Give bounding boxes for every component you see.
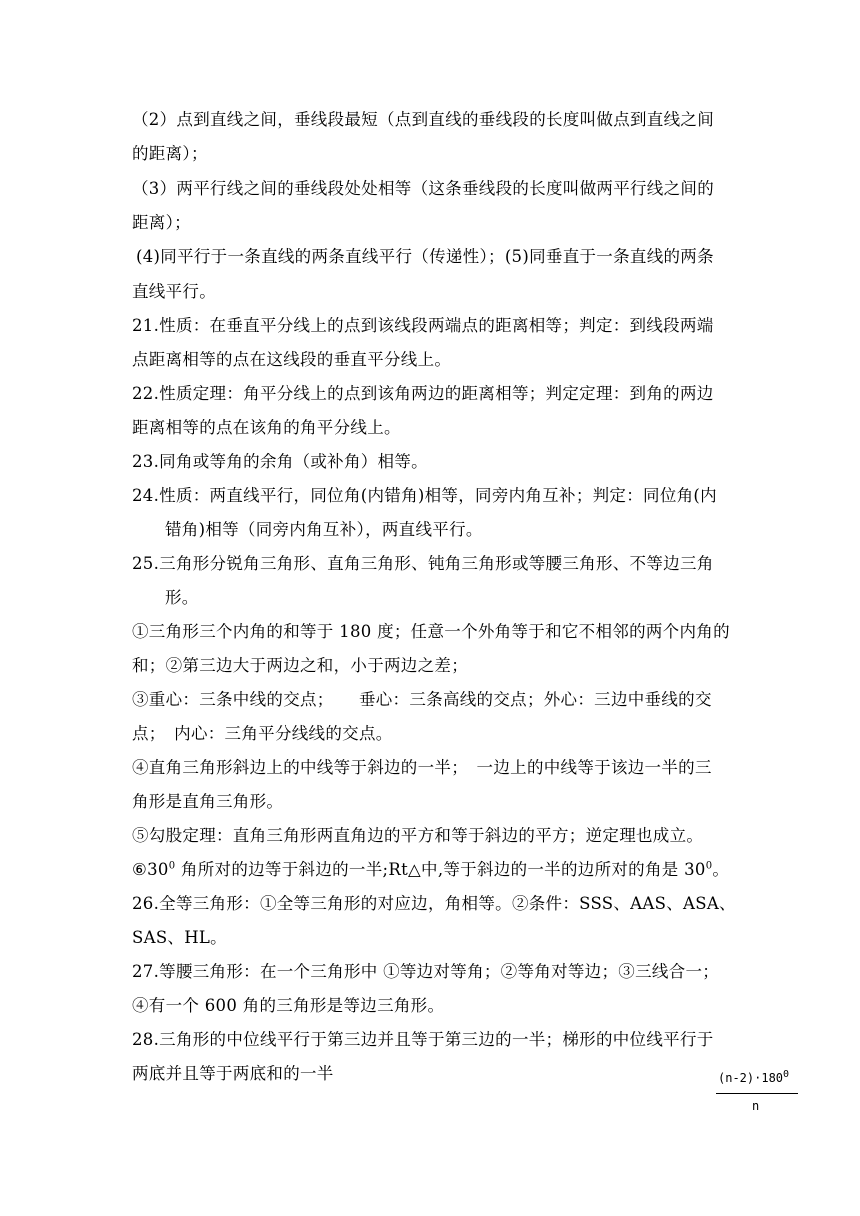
text-line: （2）点到直线之间，垂线段最短（点到直线的垂线段的长度叫做点到直线之间 [132,110,714,129]
text-part: 。 [712,860,730,879]
text-line: ④有一个 600 角的三角形是等边三角形。 [132,996,445,1015]
text-line: 距离相等的点在该角的角平分线上。 [132,418,401,437]
polygon-angle-formula [714,1071,800,1121]
text-line: 点； 内心：三角平分线线的交点。 [132,724,393,743]
text-line: 21.性质：在垂直平分线上的点到该线段两端点的距离相等；判定：到线段两端 [132,316,714,335]
text-line [132,859,729,881]
text-line: (4)同平行于一条直线的两条直线平行（传递性）；(5)同垂直于一条直线的两条 [136,247,714,266]
text-line: 28.三角形的中位线平行于第三边并且等于第三边的一半；梯形的中位线平行于 [132,1030,714,1049]
text-line: 23.同角或等角的余角（或补角）相等。 [132,452,428,471]
text-line: SAS、HL。 [132,928,227,947]
fraction-bar [716,1093,798,1094]
text-line: 24.性质：两直线平行，同位角(内错角)相等，同旁内角互补；判定：同位角(内 [132,486,717,505]
degree-superscript: 0 [783,1069,790,1080]
text-part: ⑥30 [132,860,169,879]
numerator-text: (n-2)·180 [718,1071,784,1085]
text-line: （3）两平行线之间的垂线段处处相等（这条垂线段的长度叫做两平行线之间的 [132,179,714,198]
text-line: ①三角形三个内角的和等于 180 度；任意一个外角等于和它不相邻的两个内角的 [132,622,730,641]
text-line: 点距离相等的点在这线段的垂直平分线上。 [132,350,452,369]
text-line: 和；②第三边大于两边之和，小于两边之差； [132,656,468,675]
text-line: 22.性质定理：角平分线上的点到该角两边的距离相等；判定定理：到角的两边 [132,384,714,403]
text-part: 角所对的边等于斜边的一半;Rt△中,等于斜边的一半的边所对的角是 30 [175,860,706,879]
formula-denominator: n [752,1099,760,1113]
text-line: 角形是直角三角形。 [132,792,284,811]
text-line: 26.全等三角形：①全等三角形的对应边，角相等。②条件：SSS、AAS、ASA、 [132,894,736,913]
text-line: 直线平行。 [132,282,216,301]
text-line: 距离）； [132,213,191,232]
degree-superscript: 0 [705,860,713,872]
text-line: 25.三角形分锐角三角形、直角三角形、钝角三角形或等腰三角形、不等边三角 [132,554,714,573]
text-line: 两底并且等于两底和的一半 [132,1064,334,1083]
text-line: ④直角三角形斜边上的中线等于斜边的一半； 一边上的中线等于该边一半的三 [132,758,712,777]
formula-numerator [718,1071,789,1085]
text-line: 错角)相等（同旁内角互补），两直线平行。 [165,520,483,539]
text-line: 形。 [165,588,199,607]
text-line: ⑤勾股定理：直角三角形两直角边的平方和等于斜边的平方；逆定理也成立。 [132,826,704,845]
degree-superscript: 0 [168,860,176,872]
text-line: 27.等腰三角形：在一个三角形中 ①等边对等角；②等角对等边；③三线合一； [132,962,720,981]
text-line: 的距离）； [132,144,208,163]
text-line: ③重心：三条中线的交点； 垂心：三条高线的交点；外心：三边中垂线的交 [132,690,712,709]
